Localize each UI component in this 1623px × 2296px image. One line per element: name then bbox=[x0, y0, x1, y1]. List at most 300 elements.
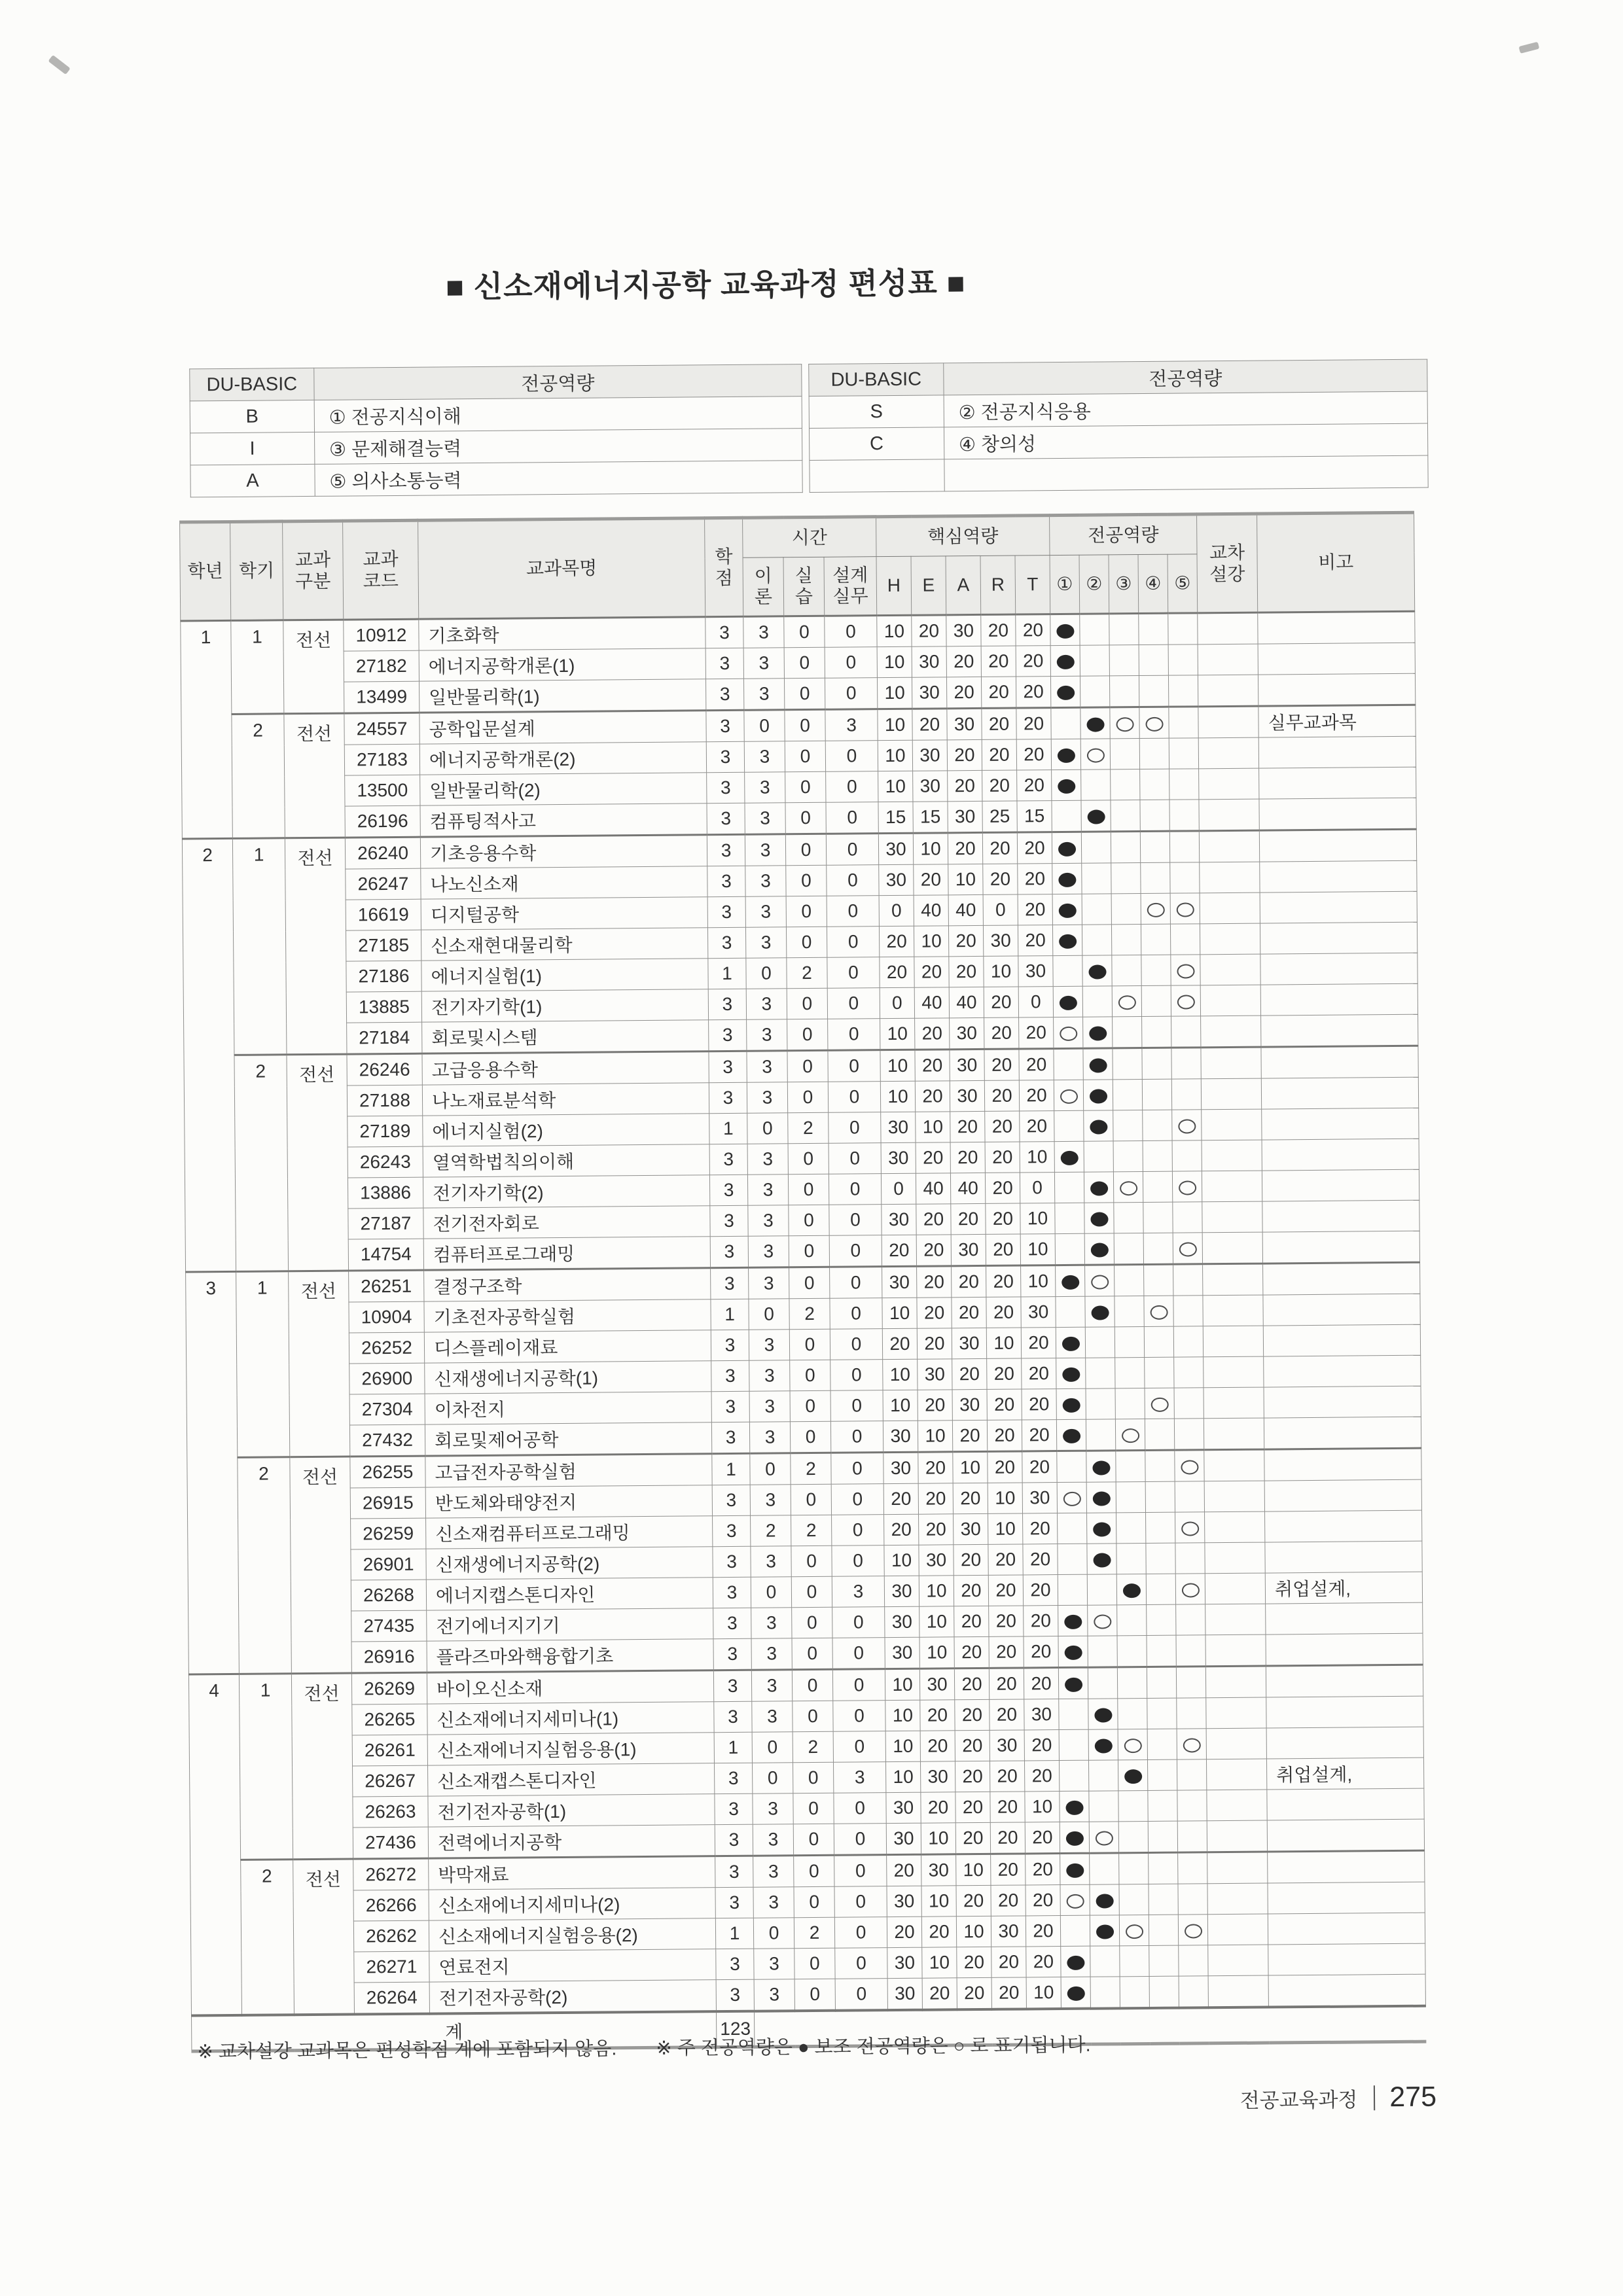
practice-hours: 0 bbox=[790, 1360, 830, 1390]
major-mark-cell bbox=[1116, 1574, 1146, 1604]
heart-value-a: 30 bbox=[950, 1017, 984, 1049]
open-dot bbox=[1178, 1119, 1196, 1133]
heart-value-a: 20 bbox=[949, 956, 984, 987]
heart-value-t: 30 bbox=[1022, 1483, 1057, 1513]
design-hours: 0 bbox=[834, 1793, 886, 1824]
heart-value-a: 20 bbox=[946, 677, 981, 708]
col-header-note: 비고 bbox=[1257, 512, 1415, 612]
note-cell bbox=[1264, 1448, 1421, 1481]
major-mark-cell bbox=[1112, 955, 1141, 986]
major-competency-label: ① 전공지식이해 bbox=[314, 397, 802, 433]
practice-hours: 2 bbox=[794, 1917, 834, 1948]
credit-value: 3 bbox=[715, 1763, 753, 1793]
major-mark-cell bbox=[1179, 1945, 1208, 1976]
course-code: 26268 bbox=[351, 1580, 426, 1611]
note-cell bbox=[1267, 1788, 1424, 1820]
major-mark-cell bbox=[1149, 1852, 1178, 1884]
major-mark-cell bbox=[1083, 1080, 1113, 1110]
credit-value: 3 bbox=[709, 1051, 747, 1082]
course-name: 나노신소재 bbox=[421, 866, 707, 899]
heart-value-e: 10 bbox=[914, 926, 948, 957]
heart-value-t: 20 bbox=[1023, 1544, 1058, 1575]
footer-section-title: 전공교육과정 bbox=[1240, 2088, 1358, 2112]
heart-value-e: 20 bbox=[920, 1731, 955, 1761]
note-cell bbox=[1264, 1386, 1421, 1418]
major-mark-cell bbox=[1175, 1512, 1205, 1543]
course-code: 26262 bbox=[353, 1920, 429, 1952]
heart-value-a: 30 bbox=[952, 1389, 987, 1420]
filled-dot bbox=[1124, 1769, 1142, 1784]
du-basic-code: A bbox=[190, 464, 315, 497]
theory-hours: 2 bbox=[751, 1515, 791, 1546]
filled-dot bbox=[1058, 872, 1076, 887]
filled-dot bbox=[1090, 1243, 1108, 1257]
heart-value-r: 20 bbox=[991, 1977, 1026, 2009]
cross-listing-cell bbox=[1198, 612, 1258, 645]
cross-listing-cell bbox=[1202, 1201, 1262, 1233]
heart-value-t: 20 bbox=[1018, 925, 1052, 956]
major-mark-cell bbox=[1088, 1699, 1118, 1729]
du-basic-row bbox=[190, 429, 802, 465]
heart-value-t: 20 bbox=[1022, 1420, 1056, 1451]
design-hours: 0 bbox=[829, 1143, 881, 1174]
heart-value-t: 10 bbox=[1026, 1977, 1061, 2009]
filled-dot bbox=[1064, 1614, 1082, 1629]
major-mark-cell bbox=[1173, 1326, 1203, 1357]
note-cell bbox=[1266, 1633, 1423, 1666]
major-mark-cell bbox=[1177, 1790, 1207, 1821]
heart-value-r: 10 bbox=[988, 1483, 1022, 1513]
filled-dot bbox=[1061, 1275, 1079, 1289]
credit-value: 3 bbox=[716, 1979, 754, 2011]
design-hours: 0 bbox=[827, 988, 880, 1019]
cross-listing-cell bbox=[1199, 830, 1259, 862]
filled-dot bbox=[1060, 1150, 1078, 1165]
heart-value-t: 20 bbox=[1016, 739, 1051, 770]
course-code: 14754 bbox=[348, 1239, 423, 1271]
major-mark-cell bbox=[1141, 862, 1170, 893]
design-hours: 0 bbox=[832, 1607, 885, 1638]
design-hours: 0 bbox=[826, 834, 878, 866]
filled-dot bbox=[1056, 624, 1074, 638]
major-mark-cell bbox=[1119, 1915, 1149, 1945]
major-mark-cell bbox=[1118, 1790, 1148, 1821]
heart-value-a: 20 bbox=[947, 739, 982, 770]
practice-hours: 0 bbox=[785, 709, 825, 741]
major-mark-cell bbox=[1058, 1544, 1087, 1574]
du-basic-left-body bbox=[190, 397, 802, 497]
major-mark-cell bbox=[1088, 1729, 1118, 1760]
category-cell: 전선 bbox=[287, 1054, 349, 1271]
heart-value-a: 20 bbox=[955, 1761, 990, 1792]
credit-value: 3 bbox=[712, 1485, 750, 1515]
filled-dot bbox=[1093, 1522, 1111, 1536]
cross-listing-cell bbox=[1203, 1263, 1263, 1296]
heart-value-t: 20 bbox=[1024, 1606, 1058, 1636]
theory-hours: 3 bbox=[743, 616, 784, 648]
cross-listing-cell bbox=[1202, 1109, 1262, 1140]
heart-value-e: 30 bbox=[919, 1545, 954, 1576]
major-mark-cell bbox=[1054, 1017, 1083, 1048]
theory-hours: 3 bbox=[745, 772, 785, 803]
theory-hours: 3 bbox=[747, 1082, 787, 1113]
heart-value-r: 20 bbox=[990, 1699, 1024, 1730]
course-name: 신소재에너지세미나(2) bbox=[429, 1888, 715, 1920]
major-mark-cell bbox=[1110, 739, 1139, 769]
credit-value: 3 bbox=[714, 1701, 752, 1732]
credit-value: 3 bbox=[715, 1887, 753, 1918]
major-mark-cell bbox=[1089, 1791, 1118, 1822]
note-cell bbox=[1260, 953, 1418, 985]
practice-hours: 0 bbox=[784, 678, 825, 709]
filled-dot bbox=[1089, 1026, 1107, 1040]
major-mark-cell bbox=[1112, 986, 1141, 1017]
major-mark-cell bbox=[1088, 1605, 1117, 1636]
col-header-heart-a: A bbox=[946, 556, 981, 614]
open-dot bbox=[1150, 1397, 1168, 1411]
major-mark-cell bbox=[1060, 1915, 1090, 1946]
major-mark-cell bbox=[1145, 1450, 1175, 1481]
cross-listing-cell bbox=[1206, 1697, 1266, 1729]
major-mark-cell bbox=[1080, 739, 1110, 769]
heart-value-h: 30 bbox=[887, 1886, 921, 1916]
major-mark-cell bbox=[1054, 1141, 1084, 1172]
major-mark-cell bbox=[1082, 863, 1111, 894]
practice-hours: 0 bbox=[793, 1701, 833, 1731]
credit-value: 1 bbox=[708, 958, 746, 989]
practice-hours: 2 bbox=[787, 957, 827, 988]
category-cell: 전선 bbox=[293, 1859, 355, 2015]
heart-value-a: 20 bbox=[950, 1142, 985, 1173]
major-mark-cell bbox=[1177, 1759, 1207, 1790]
heart-value-r: 20 bbox=[986, 1234, 1020, 1265]
col-header-category: 교과 구분 bbox=[283, 521, 344, 620]
major-mark-cell bbox=[1086, 1388, 1115, 1419]
filled-dot bbox=[1058, 903, 1076, 917]
credit-value: 3 bbox=[709, 1019, 747, 1051]
heart-value-h: 10 bbox=[885, 1669, 919, 1700]
filled-dot bbox=[1065, 1800, 1083, 1814]
major-mark-cell bbox=[1090, 1946, 1120, 1977]
credit-value: 3 bbox=[705, 616, 743, 648]
heart-value-h: 20 bbox=[882, 1328, 917, 1359]
major-mark-cell bbox=[1115, 1419, 1145, 1451]
major-mark-cell bbox=[1052, 894, 1082, 925]
heart-value-h: 30 bbox=[887, 1978, 922, 2010]
scan-artifact bbox=[1519, 42, 1540, 54]
major-mark-cell bbox=[1081, 769, 1111, 800]
heart-value-r: 20 bbox=[991, 1854, 1026, 1885]
practice-hours: 0 bbox=[794, 1855, 834, 1886]
major-mark-cell bbox=[1113, 1080, 1142, 1110]
major-mark-cell bbox=[1142, 1016, 1171, 1048]
cross-listing-cell bbox=[1200, 923, 1260, 955]
course-name: 결정구조학 bbox=[424, 1268, 711, 1301]
du-basic-tables bbox=[189, 359, 1428, 498]
note-cell bbox=[1263, 1294, 1420, 1326]
course-code: 26271 bbox=[354, 1951, 429, 1983]
credit-value: 3 bbox=[715, 1793, 753, 1824]
heart-value-a: 20 bbox=[954, 1606, 989, 1636]
note-cell: 실무교과목 bbox=[1258, 705, 1416, 737]
major-mark-cell bbox=[1139, 675, 1169, 707]
theory-hours: 0 bbox=[751, 1577, 791, 1608]
theory-hours: 3 bbox=[748, 1205, 789, 1236]
course-code: 26259 bbox=[351, 1518, 426, 1549]
heart-value-t: 20 bbox=[1024, 1730, 1059, 1761]
practice-hours: 0 bbox=[790, 1390, 830, 1421]
filled-dot bbox=[1094, 1739, 1112, 1753]
theory-hours: 3 bbox=[747, 1051, 787, 1082]
major-mark-cell bbox=[1113, 1048, 1142, 1080]
col-header-semester: 학기 bbox=[230, 521, 283, 621]
credit-value: 3 bbox=[711, 1330, 749, 1360]
major-mark-cell bbox=[1145, 1481, 1175, 1512]
major-mark-cell bbox=[1148, 1790, 1177, 1821]
major-mark-cell bbox=[1177, 1821, 1207, 1852]
cross-listing-cell bbox=[1206, 1728, 1266, 1759]
heart-value-t: 20 bbox=[1024, 1636, 1058, 1668]
course-code: 26263 bbox=[353, 1796, 428, 1828]
major-mark-cell bbox=[1147, 1667, 1176, 1698]
heart-value-h: 10 bbox=[877, 677, 912, 709]
major-mark-cell bbox=[1141, 985, 1171, 1016]
heart-value-e: 20 bbox=[914, 864, 948, 895]
practice-hours: 0 bbox=[792, 1669, 832, 1701]
note-cell bbox=[1266, 1602, 1423, 1634]
theory-hours: 3 bbox=[745, 803, 785, 834]
major-mark-cell bbox=[1055, 1233, 1084, 1265]
curriculum-table bbox=[179, 511, 1426, 2053]
heart-value-h: 0 bbox=[880, 987, 914, 1018]
major-competency-label: ⑤ 의사소통능력 bbox=[315, 461, 803, 497]
credit-value: 3 bbox=[710, 1205, 748, 1236]
practice-hours: 2 bbox=[791, 1515, 832, 1545]
filled-dot bbox=[1092, 1460, 1110, 1475]
heart-value-e: 10 bbox=[921, 1823, 955, 1854]
heart-value-t: 20 bbox=[1026, 1885, 1060, 1916]
practice-hours: 2 bbox=[791, 1453, 831, 1484]
major-mark-cell bbox=[1141, 924, 1170, 955]
heart-value-e: 20 bbox=[915, 1081, 950, 1112]
major-mark-cell bbox=[1118, 1821, 1148, 1852]
course-name: 나노재료분석학 bbox=[422, 1083, 709, 1116]
col-header-practice: 실 습 bbox=[783, 557, 825, 616]
major-mark-cell bbox=[1051, 707, 1080, 739]
major-mark-cell bbox=[1090, 1853, 1119, 1884]
note-cell bbox=[1258, 611, 1415, 644]
footer-divider bbox=[1374, 2085, 1375, 2110]
major-mark-cell bbox=[1085, 1327, 1115, 1358]
heart-value-r: 20 bbox=[982, 708, 1016, 739]
heart-value-r: 10 bbox=[986, 1328, 1021, 1358]
heart-value-h: 30 bbox=[884, 1576, 919, 1606]
major-mark-cell bbox=[1119, 1852, 1149, 1884]
course-code: 26901 bbox=[351, 1549, 426, 1580]
major-mark-cell bbox=[1142, 1048, 1171, 1079]
major-mark-cell bbox=[1084, 1141, 1113, 1172]
open-dot bbox=[1145, 716, 1163, 731]
cross-listing-cell bbox=[1205, 1634, 1266, 1667]
du-basic-code: S bbox=[809, 395, 944, 429]
theory-hours: 3 bbox=[753, 1824, 793, 1856]
footnote-legend: ※ 주 전공역량은 ● 보조 전공역량은 ○ 로 표기됩니다. bbox=[656, 2034, 1091, 2059]
course-name: 전력에너지공학 bbox=[428, 1825, 715, 1858]
heart-value-h: 10 bbox=[883, 1359, 918, 1390]
course-code: 26240 bbox=[345, 837, 420, 869]
course-name: 플라즈마와핵융합기초 bbox=[427, 1639, 713, 1672]
heart-value-t: 20 bbox=[1016, 646, 1050, 677]
heart-value-t: 20 bbox=[1025, 1761, 1060, 1792]
heart-value-t: 20 bbox=[1016, 708, 1051, 739]
major-mark-cell bbox=[1143, 1140, 1172, 1171]
du-basic-right-body bbox=[809, 391, 1428, 492]
heart-value-r: 30 bbox=[991, 1916, 1026, 1947]
course-code: 13885 bbox=[346, 991, 421, 1023]
major-mark-cell bbox=[1054, 1110, 1084, 1141]
major-mark-cell bbox=[1057, 1451, 1086, 1482]
major-competency-label: ④ 창의성 bbox=[944, 423, 1428, 459]
heart-value-r: 20 bbox=[988, 1575, 1023, 1606]
course-code: 26267 bbox=[353, 1765, 428, 1797]
heart-value-a: 10 bbox=[956, 1854, 991, 1885]
major-mark-cell bbox=[1052, 769, 1081, 800]
heart-value-t: 20 bbox=[1017, 770, 1052, 801]
col-header-heart-r: R bbox=[980, 556, 1016, 614]
major-mark-cell bbox=[1139, 613, 1168, 645]
heart-value-r: 20 bbox=[981, 677, 1016, 708]
cross-listing-cell bbox=[1204, 1356, 1264, 1388]
open-dot bbox=[1066, 1894, 1084, 1908]
cross-listing-cell bbox=[1207, 1820, 1267, 1852]
open-dot bbox=[1122, 1428, 1139, 1443]
heart-value-e: 30 bbox=[919, 1669, 954, 1700]
course-name: 전기전자공학(1) bbox=[428, 1794, 715, 1827]
heart-value-a: 20 bbox=[956, 1885, 991, 1916]
theory-hours: 3 bbox=[751, 1670, 792, 1701]
cross-listing-cell bbox=[1200, 954, 1260, 985]
major-mark-cell bbox=[1081, 832, 1111, 863]
major-mark-cell bbox=[1056, 1419, 1086, 1451]
heart-value-e: 10 bbox=[916, 1112, 950, 1142]
major-mark-cell bbox=[1113, 1017, 1142, 1048]
theory-hours: 3 bbox=[750, 1485, 791, 1515]
heart-value-t: 20 bbox=[1025, 1822, 1060, 1854]
heart-value-h: 20 bbox=[880, 957, 914, 987]
cross-listing-cell bbox=[1208, 1975, 1268, 2007]
course-name: 반도체와태양전지 bbox=[425, 1485, 712, 1518]
credit-value: 3 bbox=[711, 1422, 749, 1453]
major-mark-cell bbox=[1169, 800, 1199, 831]
major-mark-cell bbox=[1117, 1604, 1147, 1635]
course-name: 공학입문설계 bbox=[419, 711, 706, 744]
major-mark-cell bbox=[1089, 1760, 1118, 1791]
heart-value-a: 20 bbox=[953, 1483, 988, 1513]
heart-value-a: 20 bbox=[957, 1977, 991, 2009]
filled-dot bbox=[1088, 964, 1106, 979]
course-name: 전기자기학(1) bbox=[421, 989, 708, 1022]
heart-value-e: 20 bbox=[922, 1978, 957, 2010]
major-mark-cell bbox=[1169, 831, 1199, 862]
major-mark-cell bbox=[1139, 645, 1168, 675]
heart-value-r: 20 bbox=[988, 1451, 1022, 1483]
major-mark-cell bbox=[1168, 645, 1198, 675]
open-dot bbox=[1150, 1305, 1168, 1319]
design-hours: 0 bbox=[829, 1174, 881, 1205]
theory-hours: 3 bbox=[745, 896, 786, 927]
heart-value-a: 20 bbox=[948, 925, 983, 956]
col-header-course-name: 교과목명 bbox=[418, 518, 705, 619]
course-name: 컴퓨터프로그래밍 bbox=[423, 1237, 710, 1270]
major-mark-cell bbox=[1056, 1388, 1086, 1419]
major-mark-cell bbox=[1174, 1419, 1204, 1450]
major-mark-cell bbox=[1058, 1636, 1088, 1667]
design-hours: 3 bbox=[825, 709, 878, 741]
design-hours: 0 bbox=[830, 1360, 883, 1391]
practice-hours: 0 bbox=[789, 1329, 830, 1360]
semester-cell: 1 bbox=[236, 1271, 290, 1458]
major-mark-cell bbox=[1110, 676, 1139, 707]
cross-listing-cell bbox=[1202, 1140, 1262, 1171]
open-dot bbox=[1179, 1180, 1196, 1195]
heart-value-a: 30 bbox=[947, 708, 982, 739]
design-hours: 0 bbox=[826, 771, 878, 803]
course-code: 13886 bbox=[348, 1177, 423, 1209]
theory-hours: 3 bbox=[749, 1422, 790, 1453]
col-header-theory: 이 론 bbox=[743, 557, 784, 616]
design-hours: 0 bbox=[833, 1701, 885, 1732]
course-name: 기초응용수학 bbox=[420, 835, 707, 868]
major-mark-cell bbox=[1140, 800, 1169, 831]
major-mark-cell bbox=[1113, 1172, 1143, 1203]
course-code: 27185 bbox=[346, 930, 421, 961]
major-mark-cell bbox=[1173, 1233, 1202, 1264]
course-name: 전기자기학(2) bbox=[423, 1175, 709, 1208]
design-hours: 0 bbox=[825, 741, 878, 772]
heart-value-t: 30 bbox=[1021, 1297, 1056, 1328]
open-dot bbox=[1120, 1181, 1137, 1195]
practice-hours: 2 bbox=[789, 1298, 830, 1329]
major-mark-cell bbox=[1177, 1698, 1206, 1729]
major-mark-cell bbox=[1111, 894, 1141, 925]
course-name: 디스플레이재료 bbox=[424, 1330, 711, 1363]
course-name: 전기에너지기기 bbox=[427, 1608, 713, 1641]
cross-listing-cell bbox=[1204, 1481, 1264, 1512]
major-mark-cell bbox=[1174, 1357, 1204, 1388]
major-mark-cell bbox=[1146, 1543, 1175, 1574]
theory-hours: 3 bbox=[745, 834, 785, 866]
practice-hours: 0 bbox=[791, 1576, 832, 1607]
du-basic-row bbox=[190, 461, 802, 497]
cross-listing-cell bbox=[1200, 985, 1260, 1016]
filled-dot bbox=[1064, 1645, 1082, 1659]
theory-hours: 3 bbox=[747, 1019, 787, 1051]
course-code: 13499 bbox=[344, 681, 419, 713]
practice-hours: 0 bbox=[786, 927, 827, 957]
design-hours: 0 bbox=[825, 678, 877, 710]
major-mark-cell bbox=[1052, 863, 1082, 894]
heart-value-e: 10 bbox=[918, 1421, 952, 1452]
major-mark-cell bbox=[1172, 1110, 1202, 1140]
credit-value: 3 bbox=[707, 896, 745, 927]
practice-hours: 0 bbox=[794, 1886, 834, 1917]
col-header-heart-t: T bbox=[1015, 556, 1050, 614]
heart-value-e: 10 bbox=[919, 1576, 954, 1606]
major-mark-cell bbox=[1083, 1048, 1113, 1080]
heart-value-h: 30 bbox=[885, 1606, 919, 1637]
credit-value: 3 bbox=[709, 1174, 747, 1205]
credit-value: 3 bbox=[709, 1082, 747, 1113]
